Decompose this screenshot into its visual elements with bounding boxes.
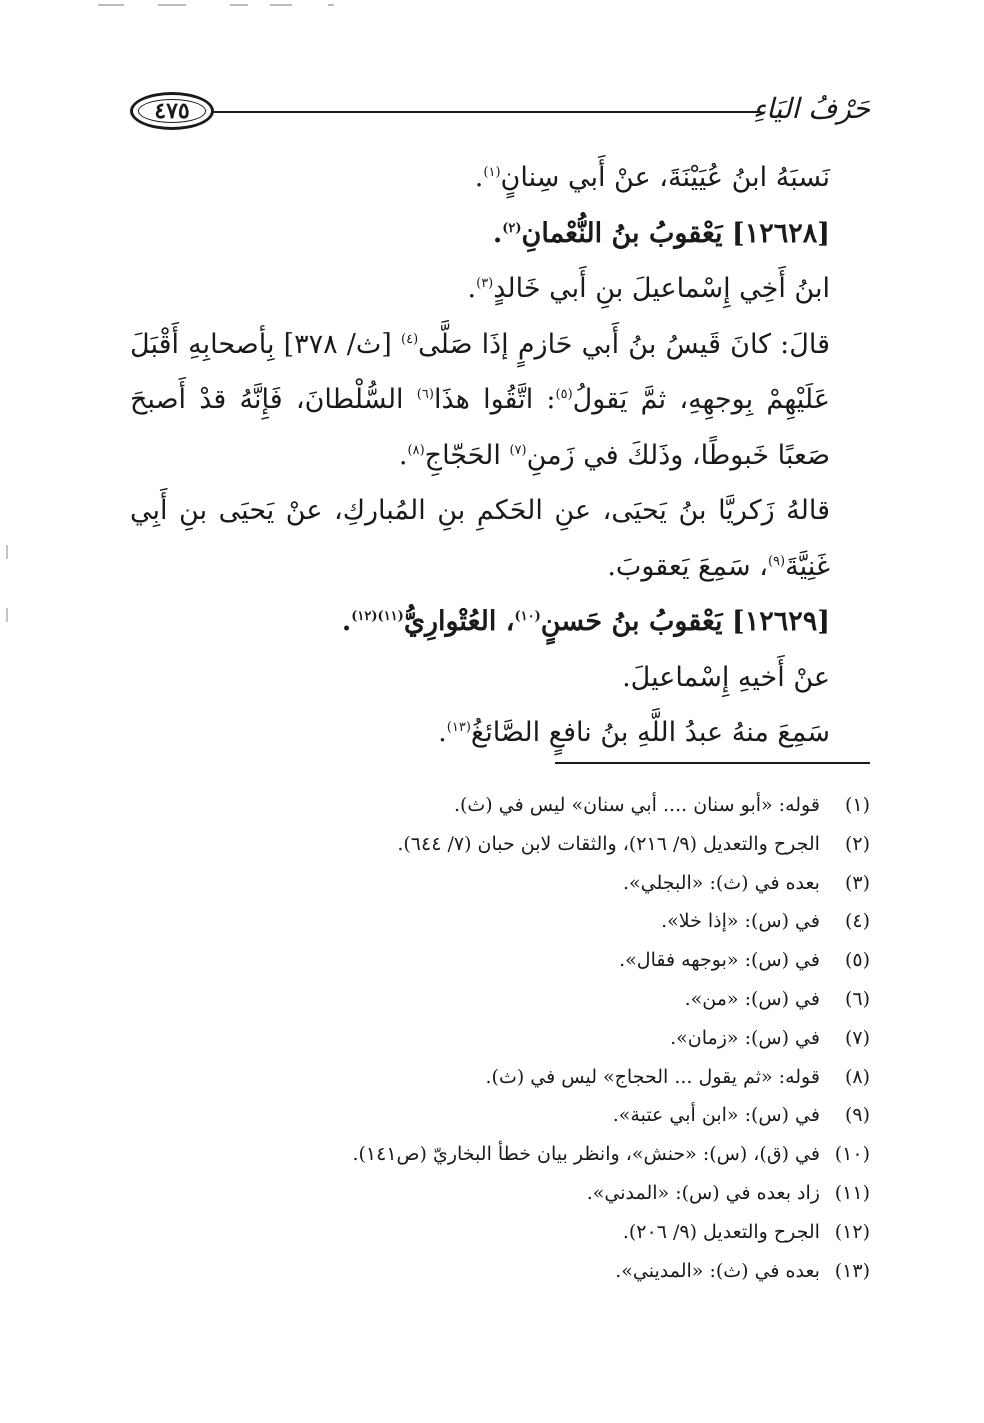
footnote-number: (١١) [834,1181,870,1204]
text-run: السُّلْطانَ، فَإِنَّهُ قدْ أَصبحَ صَعبًا خَبوطًا، وذَلكَ في زَمنِ [130,384,830,471]
footnote-text: بعده في (ث): «البجلي». [622,871,820,894]
text-line [130,705,870,761]
entry-heading [130,594,870,650]
footnote-item [130,1174,870,1213]
footnote-item [130,864,870,903]
entry-name: يَعْقوبُ بنُ حَسنٍ [540,606,723,637]
text-run: الحَجّاجِ [424,439,510,471]
footnote-text: في (س): «بوجهه فقال». [619,949,820,972]
text-run: قالهُ زَكريَّا بنُ يَحيَى، عنِ الحَكمِ بنِ المُباركِ، عنْ يَحيَى بنِ أَبِي غَنِيَّةَ [130,495,830,582]
entry-number: [١٢٦٢٨] [731,217,830,249]
footnote-number: (٨) [844,1065,870,1088]
footnote-item [130,941,870,980]
header-rule [214,111,760,113]
footnote-text: الجرح والتعديل (٩/ ٢١٦)، والثقات لابن حبان (٧/ ٦٤٤). [397,832,820,855]
paragraph [130,317,870,484]
main-text [130,150,870,761]
footnote-number: (٤) [844,910,870,933]
footnote-item [130,1135,870,1174]
footnote-number: (٥) [844,949,870,972]
footnote-number: (٢) [844,832,870,855]
footnote-item [130,1019,870,1058]
footnote-text: في (س): «إذا خلا». [661,910,820,933]
footnote-item [130,825,870,864]
footnote-number: (١٣) [834,1259,870,1282]
text-line [130,261,870,317]
footnote-ref[interactable]: (٨) [407,442,425,458]
footnote-item [130,1213,870,1252]
footnote-item [130,1096,870,1135]
entry-nisba: العُتْوارِيُّ [403,606,497,637]
footnote-text: في (س): «ابن أبي عتبة». [612,1104,820,1127]
footnote-number: (١) [844,794,870,816]
footnote-ref[interactable]: (٧) [509,442,527,458]
paragraph [130,483,870,594]
text-run: سَمِعَ منهُ عبدُ اللَّهِ بنُ نافعٍ الصَّائغُ [470,717,830,748]
text-run: . [474,162,484,193]
footnote-item [130,902,870,941]
footnote-number: (٩) [844,1104,870,1127]
text-run: . [398,439,408,471]
text-line: عنْ أَخيهِ إِسْماعيلَ. [622,661,830,693]
footnote-item [130,786,870,825]
text-run: . [492,217,503,249]
text-run: . [467,273,477,304]
text-run: قالَ: كانَ قَيسُ بنُ أَبي حَازمٍ إذَا صَلَّى [418,328,831,360]
scan-edge-marks [60,2,380,8]
text-run: . [341,606,352,637]
footnote-ref[interactable]: (٢) [502,220,522,236]
entry-heading [130,206,870,262]
footnote-number: (١٠) [834,1143,870,1166]
text-run: نَسبَهُ ابنُ عُيَيْنَةَ، عنْ أَبي سِنانٍ [500,162,830,193]
scan-side-mark [6,608,8,622]
footnote-text: زاد بعده في (س): «المدني». [586,1181,820,1204]
footnote-ref[interactable]: (٩) [767,553,786,569]
footnote-ref[interactable]: (١) [483,165,501,180]
page-number-badge [130,92,214,130]
footnote-text: قوله: «ثم يقول ... الحجاج» ليس في (ث). [485,1065,820,1088]
footnote-ref[interactable]: (٦) [416,387,434,402]
footnote-separator [555,762,870,764]
footnote-number: (٣) [844,871,870,894]
footnote-item [130,980,870,1019]
footnote-ref[interactable]: (٣) [476,276,494,291]
footnote-number: (٦) [844,987,870,1010]
text-line [130,150,870,206]
footnote-ref[interactable]: (٥) [555,387,573,402]
text-run: [ث/ ٣٧٨] بِأصحابِهِ أَقْبَلَ عَلَيْهِمْ بِوجهِهِ، ثمَّ يَقولُ [130,328,830,415]
footnote-item [130,1058,870,1097]
entry-number: [١٢٦٢٩] [731,606,830,637]
footnote-text: بعده في (ث): «المديني». [615,1259,820,1282]
footnote-number: (٧) [844,1026,870,1049]
text-run: ، [496,606,515,637]
running-head: حَرْفُ اليَاءِ [752,92,870,125]
page-number: ٤٧٥ [154,98,190,124]
footnote-number: (١٢) [834,1220,870,1243]
footnote-item [130,1252,870,1291]
scan-side-mark [6,545,8,559]
text-run: . [438,717,447,748]
footnote-ref[interactable]: (١٠) [514,609,541,624]
page-header [130,92,870,136]
footnote-text: في (س): «زمان». [670,1026,820,1049]
text-run: : اتَّقُوا هذَا [433,384,556,415]
footnote-ref[interactable]: (١١)(١٢) [351,609,404,624]
footnote-text: الجرح والتعديل (٩/ ٢٠٦). [622,1220,820,1243]
footnote-text: في (ق)، (س): «حنش»، وانظر بيان خطأ البخاريّ (ص١٤١). [352,1143,820,1166]
footnote-ref[interactable]: (١٣) [446,720,471,735]
footnotes [130,786,870,1290]
footnote-text: في (س): «من». [684,987,820,1010]
text-run: ، سَمِعَ يَعقوبَ. [607,550,768,582]
footnote-text: قوله: «أبو سنان .... أبي سنان» ليس في (ث). [453,794,820,816]
entry-name: يَعْقوبُ بنُ النُّعْمانِ [521,217,723,249]
text-run: ابنُ أَخِي إِسْماعيلَ بنِ أَبي خَالدٍ [493,273,830,304]
footnote-ref[interactable]: (٤) [401,331,419,347]
